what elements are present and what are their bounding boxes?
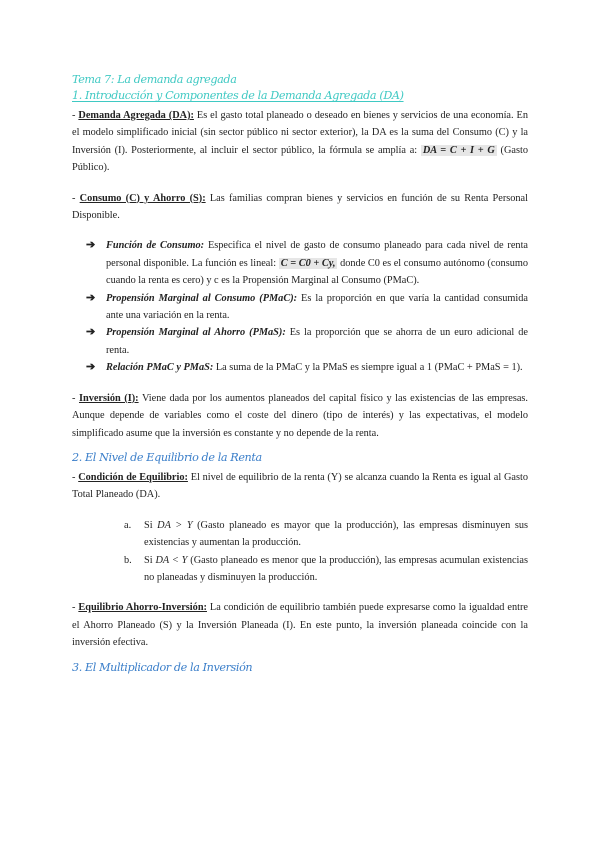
bullet-lead: Relación PMaC y PMaS: (106, 362, 214, 374)
equilibrium-cases-list (72, 517, 528, 587)
term-ahorro-inversion: Equilibrio Ahorro-Inversión: (78, 602, 207, 614)
paragraph-text: Es el gasto total planeado o deseado en bienes y servicios de una economía. En el modelo simplificado inicial (sin sector público ni sector exterior), la DA es la suma del Consumo (C) y la Inversión (I). Posteriormente, al incluir el sector público, la fórmula se amplía a: (72, 110, 528, 156)
bullet-text: La suma de la PMaC y la PMaS es siempre igual a 1 (PMaC + PMaS = 1). (213, 362, 523, 374)
bullet-lead: Función de Consumo: (106, 240, 205, 252)
list-marker: b. (124, 554, 132, 566)
section-heading-3: 3. El Multiplicador de la Inversión (72, 660, 253, 674)
document-body (72, 72, 528, 679)
paragraph-ahorro-inversion (72, 599, 528, 651)
case-math: DA < Y (155, 554, 188, 566)
list-item (86, 359, 528, 376)
paragraph-text: El nivel de equilibrio de la renta (Y) se alcanza cuando la Renta es igual al Gasto Total Planeado (DA). (72, 471, 528, 501)
dash: - (72, 602, 79, 614)
dash: - (72, 471, 79, 483)
bullet-lead: Propensión Marginal al Ahorro (PMaS): (106, 327, 286, 339)
arrow-icon: ➔ (86, 291, 96, 304)
bullet-text-after: donde C0 es el consumo autónomo (consumo cuando la renta es cero) y c es la Propensión Marginal al Consumo (PMaC). (106, 257, 529, 287)
dash: - (72, 110, 79, 121)
case-prefix: Si (144, 519, 158, 531)
document-title: Tema 7: La demanda agregada (72, 73, 237, 86)
case-math: DA > Y (157, 519, 193, 531)
paragraph-text: La condición de equilibrio también puede expresarse como la igualdad entre el Ahorro Planeado (S) y la Inversión Planeada (I). En este punto, la inversión planeada coincide con la inversión efectiva. (72, 602, 528, 649)
dash: - (72, 392, 79, 404)
bullet-lead: Propensión Marginal al Consumo (PMaC): (106, 292, 298, 304)
paragraph-inversion (72, 390, 528, 442)
consumption-bullet-list (72, 237, 528, 376)
formula-da: DA = C + I + G (422, 144, 495, 156)
section-heading-2: 2. El Nivel de Equilibrio de la Renta (72, 450, 262, 464)
section-heading-1: 1. Introducción y Componentes de la Demanda Agregada (DA) (72, 89, 404, 102)
case-text: (Gasto planeado es menor que la producción), las empresas acumulan existencias no planeadas y disminuyen la producción. (144, 554, 528, 583)
list-item (86, 237, 528, 289)
term-condicion-equilibrio: Condición de Equilibrio: (78, 471, 188, 483)
list-marker: a. (124, 519, 132, 531)
bullet-text: Es la proporción en que varía la cantidad consumida ante una variación en la renta. (106, 292, 528, 322)
term-demanda-agregada: Demanda Agregada (DA): (78, 110, 194, 121)
formula-consumo: C = C0 + Cy, (280, 257, 336, 269)
dash: - (72, 192, 80, 204)
arrow-icon: ➔ (86, 326, 96, 339)
paragraph-demanda-agregada (72, 107, 528, 177)
arrow-icon: ➔ (86, 239, 96, 252)
paragraph-text-after: (Gasto Público). (72, 144, 528, 174)
case-text: (Gasto planeado es mayor que la producción), las empresas disminuyen sus existencias y aumentan la producción. (144, 519, 528, 549)
paragraph-text: Las familias compran bienes y servicios en función de su Renta Personal Disponible. (72, 192, 528, 222)
bullet-text: Es la proporción que se ahorra de un euro adicional de renta. (106, 327, 528, 356)
list-item (86, 324, 528, 359)
paragraph-consumo-ahorro (72, 190, 528, 225)
term-inversion: Inversión (I): (78, 392, 139, 404)
list-item (86, 290, 528, 325)
term-consumo-ahorro: Consumo (C) y Ahorro (S): (79, 192, 206, 204)
list-item (124, 517, 528, 552)
paragraph-text: Viene dada por los aumentos planeados del capital físico y las existencias de las empresas. Aunque depende de variables como el coste del dinero (tipo de interés) y las expectativas, el modelo simplificado asume que la inversión es constante y no depende de la renta. (72, 392, 528, 439)
case-prefix: Si (144, 554, 156, 566)
list-item (124, 552, 528, 587)
bullet-text: Especifica el nivel de gasto de consumo planeado para cada nivel de renta personal disponible. La función es lineal: (106, 240, 529, 269)
paragraph-condicion-equilibrio (72, 469, 528, 504)
arrow-icon: ➔ (86, 361, 96, 374)
